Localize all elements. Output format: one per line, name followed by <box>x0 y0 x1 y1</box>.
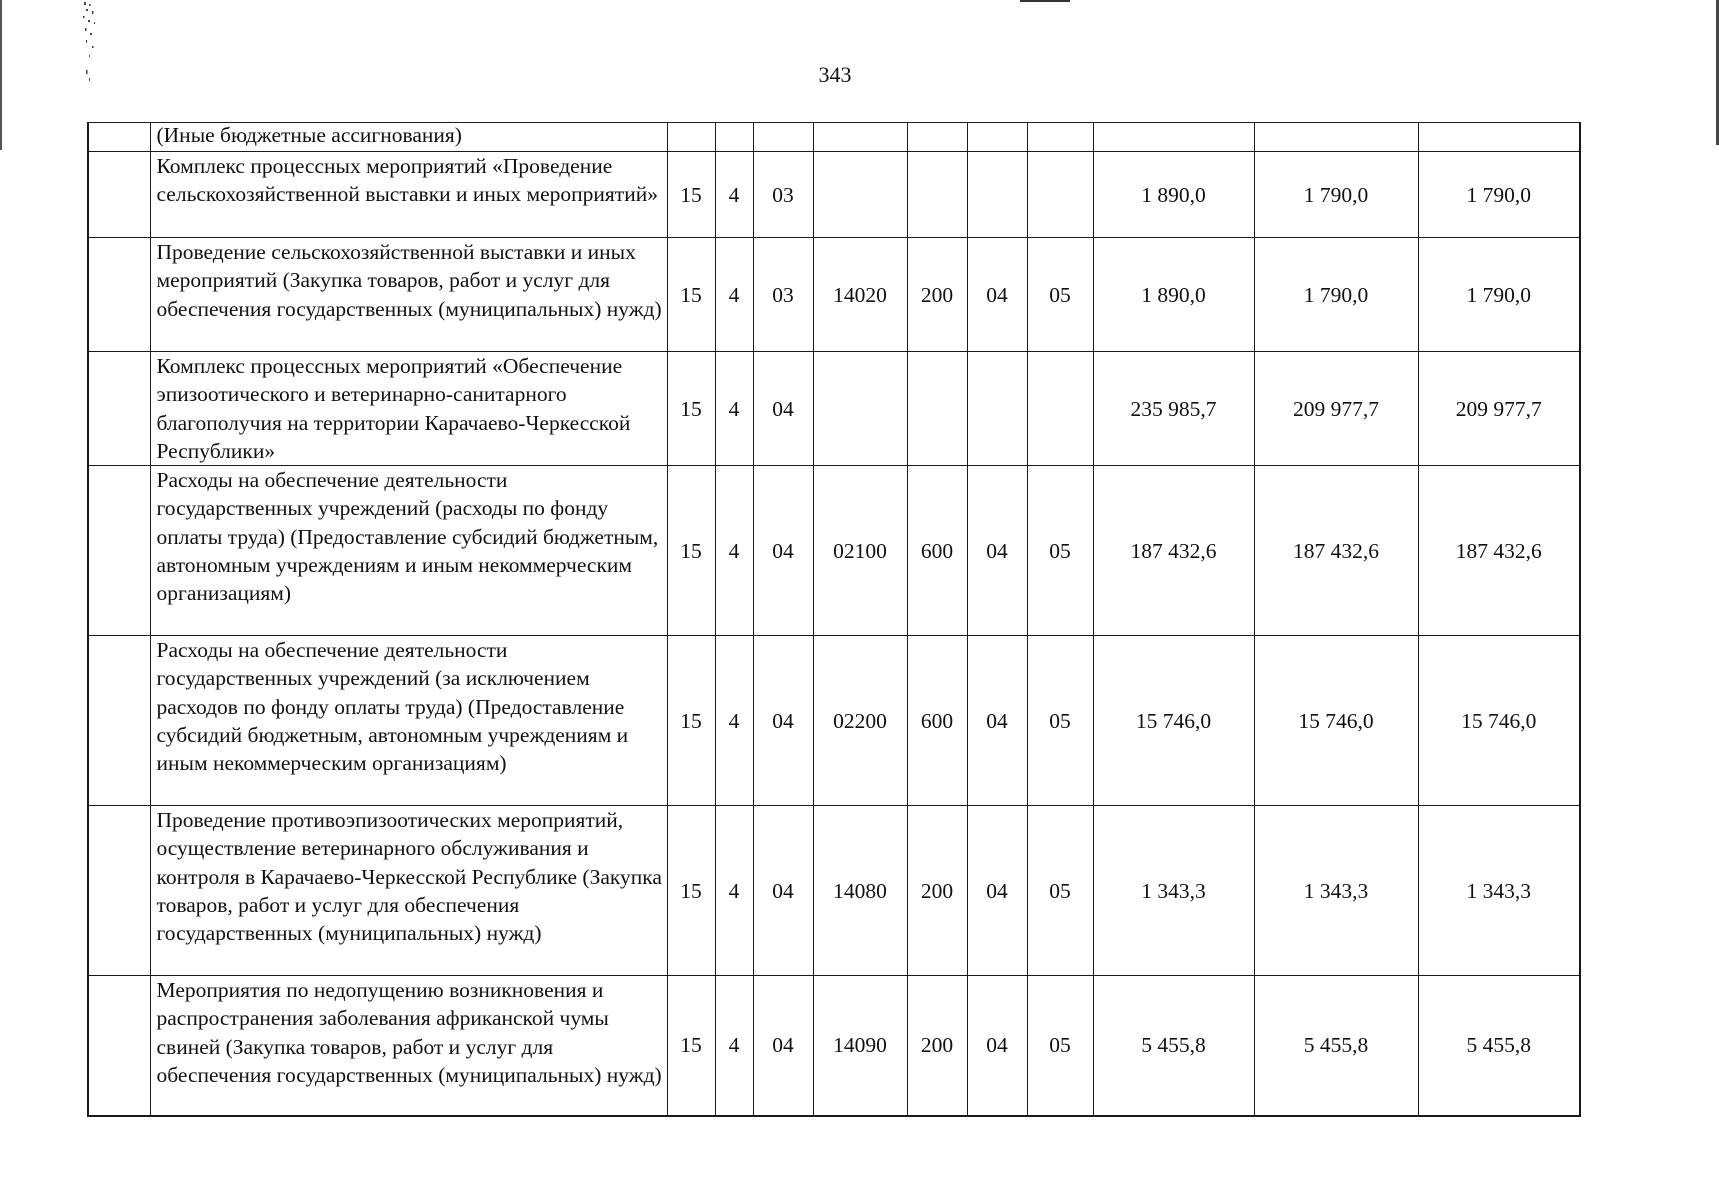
row-number-cell <box>88 352 150 466</box>
code-cell <box>715 123 753 152</box>
table-row <box>88 152 1580 238</box>
amount-cell: 187 432,6 <box>1254 466 1418 636</box>
code-cell <box>907 352 967 466</box>
code-cell: 4 <box>715 152 753 238</box>
page-number: 343 <box>818 62 852 87</box>
code-cell: 4 <box>715 352 753 466</box>
table-row <box>88 636 1580 806</box>
code-cell <box>1027 123 1093 152</box>
code-cell: 04 <box>753 976 813 1116</box>
amount-cell: 1 890,0 <box>1093 152 1254 238</box>
code-cell <box>967 152 1027 238</box>
code-cell: 15 <box>667 636 715 806</box>
expense-name-cell: Комплекс процессных мероприятий «Обеспечение эпизоотического и ветеринарно-санитарного благополучия на территории Карачаево-Черкесской Республики» <box>150 352 667 466</box>
code-cell: 14020 <box>813 238 907 352</box>
table-row <box>88 806 1580 976</box>
row-number-cell <box>88 466 150 636</box>
code-cell: 05 <box>1027 466 1093 636</box>
code-cell <box>907 152 967 238</box>
code-cell <box>753 123 813 152</box>
code-cell: 02100 <box>813 466 907 636</box>
expense-name-cell: Расходы на обеспечение деятельности государственных учреждений (расходы по фонду оплаты труда) (Предоставление субсидий бюджетным, автономным учреждениям и иным некоммерческим организациям) <box>150 466 667 636</box>
code-cell: 4 <box>715 466 753 636</box>
amount-cell: 5 455,8 <box>1254 976 1418 1116</box>
expense-name-cell: Расходы на обеспечение деятельности государственных учреждений (за исключением расходов по фонду оплаты труда) (Предоставление субсидий бюджетным, автономным учреждениям и иным некоммерческим организациям) <box>150 636 667 806</box>
code-cell: 04 <box>967 806 1027 976</box>
code-cell: 200 <box>907 238 967 352</box>
code-cell: 14080 <box>813 806 907 976</box>
amount-cell: 1 343,3 <box>1093 806 1254 976</box>
row-number-cell <box>88 806 150 976</box>
code-cell: 04 <box>753 466 813 636</box>
table-row <box>88 466 1580 636</box>
code-cell: 200 <box>907 976 967 1116</box>
row-number-cell <box>88 238 150 352</box>
code-cell: 05 <box>1027 806 1093 976</box>
table-row <box>88 123 1580 152</box>
amount-cell: 1 343,3 <box>1254 806 1418 976</box>
scan-top-rule <box>1020 0 1070 2</box>
code-cell: 15 <box>667 976 715 1116</box>
amount-cell: 187 432,6 <box>1093 466 1254 636</box>
code-cell: 15 <box>667 152 715 238</box>
code-cell: 15 <box>667 352 715 466</box>
amount-cell: 5 455,8 <box>1418 976 1580 1116</box>
amount-cell <box>1254 123 1418 152</box>
code-cell <box>813 123 907 152</box>
code-cell <box>967 123 1027 152</box>
code-cell: 05 <box>1027 636 1093 806</box>
row-number-cell <box>88 976 150 1116</box>
expense-name-cell: Комплекс процессных мероприятий «Проведение сельскохозяйственной выставки и иных мероприятий» <box>150 152 667 238</box>
amount-cell: 187 432,6 <box>1418 466 1580 636</box>
code-cell: 03 <box>753 238 813 352</box>
amount-cell: 1 790,0 <box>1418 238 1580 352</box>
code-cell: 15 <box>667 238 715 352</box>
amount-cell: 235 985,7 <box>1093 352 1254 466</box>
code-cell <box>813 152 907 238</box>
amount-cell: 1 343,3 <box>1418 806 1580 976</box>
code-cell: 04 <box>967 238 1027 352</box>
table-row <box>88 238 1580 352</box>
code-cell <box>967 352 1027 466</box>
code-cell: 4 <box>715 976 753 1116</box>
code-cell: 15 <box>667 806 715 976</box>
code-cell: 15 <box>667 466 715 636</box>
amount-cell: 15 746,0 <box>1254 636 1418 806</box>
amount-cell: 1 790,0 <box>1254 152 1418 238</box>
expense-name-cell: Проведение противоэпизоотических мероприятий, осуществление ветеринарного обслуживания и контроля в Карачаево-Черкесской Республике (Закупка товаров, работ и услуг для обеспечения государственных (муниципальных) нужд) <box>150 806 667 976</box>
amount-cell: 5 455,8 <box>1093 976 1254 1116</box>
row-number-cell <box>88 123 150 152</box>
code-cell: 04 <box>753 352 813 466</box>
row-number-cell <box>88 636 150 806</box>
code-cell: 05 <box>1027 976 1093 1116</box>
code-cell <box>813 352 907 466</box>
amount-cell: 1 790,0 <box>1254 238 1418 352</box>
amount-cell: 15 746,0 <box>1093 636 1254 806</box>
code-cell: 4 <box>715 636 753 806</box>
expense-name-cell: (Иные бюджетные ассигнования) <box>150 123 667 152</box>
amount-cell <box>1418 123 1580 152</box>
code-cell: 04 <box>967 976 1027 1116</box>
code-cell: 4 <box>715 238 753 352</box>
code-cell <box>1027 152 1093 238</box>
amount-cell: 1 790,0 <box>1418 152 1580 238</box>
expense-name-cell: Проведение сельскохозяйственной выставки и иных мероприятий (Закупка товаров, работ и услуг для обеспечения государственных (муниципальных) нужд) <box>150 238 667 352</box>
code-cell: 600 <box>907 636 967 806</box>
code-cell <box>907 123 967 152</box>
row-number-cell <box>88 152 150 238</box>
code-cell: 600 <box>907 466 967 636</box>
amount-cell: 209 977,7 <box>1418 352 1580 466</box>
code-cell: 04 <box>753 636 813 806</box>
budget-table <box>87 122 1581 1117</box>
amount-cell <box>1093 123 1254 152</box>
expense-name-cell: Мероприятия по недопущению возникновения и распространения заболевания африканской чумы свиней (Закупка товаров, работ и услуг для обеспечения государственных (муниципальных) нужд) <box>150 976 667 1116</box>
table-row <box>88 352 1580 466</box>
code-cell: 14090 <box>813 976 907 1116</box>
code-cell: 200 <box>907 806 967 976</box>
code-cell: 4 <box>715 806 753 976</box>
code-cell <box>667 123 715 152</box>
amount-cell: 1 890,0 <box>1093 238 1254 352</box>
code-cell: 04 <box>753 806 813 976</box>
amount-cell: 15 746,0 <box>1418 636 1580 806</box>
code-cell: 04 <box>967 466 1027 636</box>
amount-cell: 209 977,7 <box>1254 352 1418 466</box>
code-cell: 04 <box>967 636 1027 806</box>
table-row <box>88 976 1580 1116</box>
code-cell <box>1027 352 1093 466</box>
code-cell: 03 <box>753 152 813 238</box>
code-cell: 02200 <box>813 636 907 806</box>
code-cell: 05 <box>1027 238 1093 352</box>
